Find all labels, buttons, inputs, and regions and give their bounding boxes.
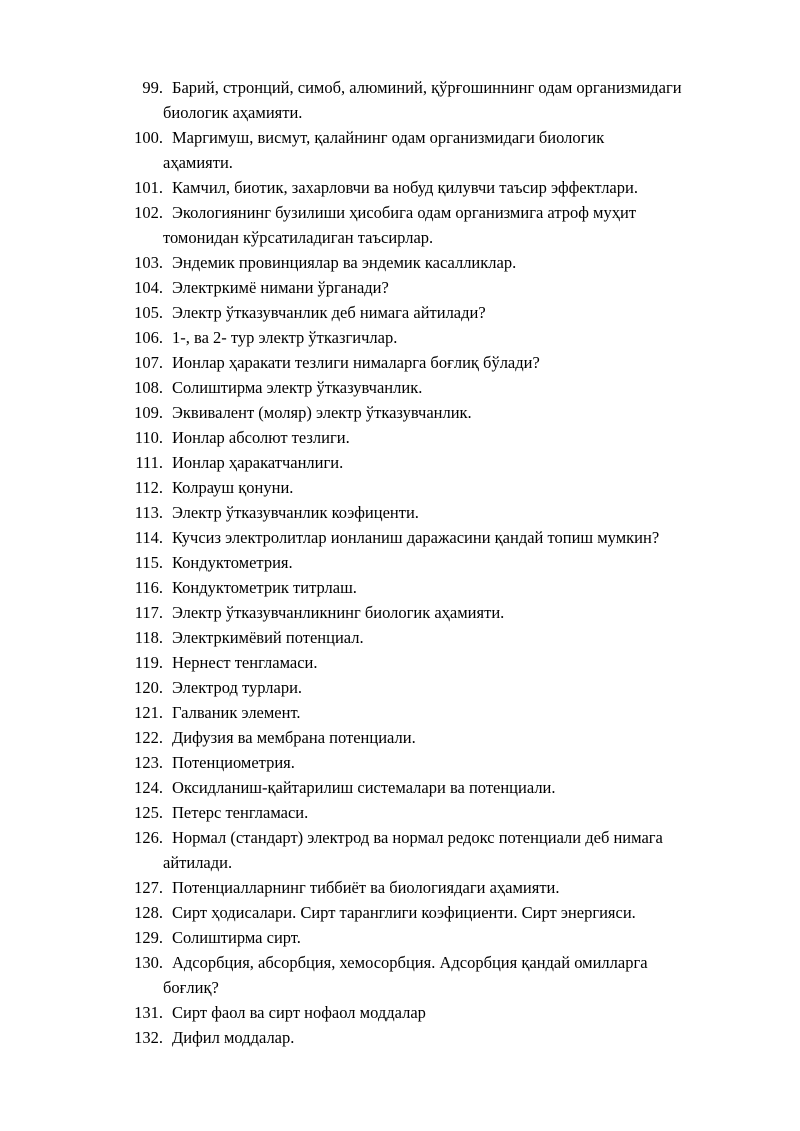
question-number: 117. [134,603,163,622]
question-text: Электр ўтказувчанликнинг биологик аҳамияти. [172,603,505,622]
question-item [0,450,800,475]
question-text: Дифузия ва мембрана потенциали. [172,728,416,747]
question-text: Солиштирма сирт. [172,928,301,947]
question-text: Галваник элемент. [172,703,301,722]
question-item [0,75,800,125]
question-item [0,175,800,200]
question-text: Электркимё нимани ўрганади? [172,278,389,297]
question-number: 130. [134,953,163,972]
question-item [0,625,800,650]
question-number: 127. [134,878,163,897]
question-item [0,950,800,1000]
question-item [0,575,800,600]
question-item [0,550,800,575]
question-text: Ионлар ҳаракати тезлиги нималарга боғлиқ бўлади? [172,353,540,372]
question-number: 120. [134,678,163,697]
question-text: Дифил моддалар. [172,1028,295,1047]
question-text-continuation: айтилади. [163,853,233,872]
question-number: 123. [134,753,163,772]
question-text: Сирт фаол ва сирт нофаол моддалар [172,1003,426,1022]
question-text: 1-, ва 2- тур электр ўтказгичлар. [172,328,398,347]
question-item [0,750,800,775]
question-text: Нормал (стандарт) электрод ва нормал редокс потенциали деб нимага [172,828,663,847]
question-number: 103. [134,253,163,272]
question-number: 116. [134,578,163,597]
question-item [0,875,800,900]
question-text: Электркимёвий потенциал. [172,628,364,647]
question-text: Потенциалларнинг тиббиёт ва биологиядаги аҳамияти. [172,878,560,897]
question-item [0,650,800,675]
question-number: 104. [134,278,163,297]
question-item [0,900,800,925]
question-number: 111. [135,453,163,472]
question-text: Нернест тенгламаси. [172,653,318,672]
question-item [0,200,800,250]
question-text: Ионлар ҳаракатчанлиги. [172,453,344,472]
question-item [0,800,800,825]
question-number: 107. [134,353,163,372]
question-text: Кондуктометрик титрлаш. [172,578,357,597]
question-item [0,675,800,700]
question-number: 119. [134,653,163,672]
question-text: Электр ўтказувчанлик коэфиценти. [172,503,419,522]
question-number: 106. [134,328,163,347]
question-number: 110. [134,428,163,447]
question-number: 100. [134,128,163,147]
question-text: Эквивалент (моляр) электр ўтказувчанлик. [172,403,472,422]
question-item [0,325,800,350]
question-text: Колрауш қонуни. [172,478,294,497]
question-text: Эндемик провинциялар ва эндемик касалликлар. [172,253,517,272]
question-item [0,400,800,425]
question-text: Электрод турлари. [172,678,303,697]
question-text: Оксидланиш-қайтарилиш системалари ва потенциали. [172,778,556,797]
question-number: 114. [134,528,163,547]
question-item [0,300,800,325]
question-number: 129. [134,928,163,947]
question-item [0,125,800,175]
question-text: Ионлар абсолют тезлиги. [172,428,350,447]
question-text-continuation: томонидан кўрсатиладиган таъсирлар. [163,228,434,247]
question-text: Экологиянинг бузилиши ҳисобига одам организмига атроф муҳит [172,203,637,222]
question-text-continuation: биологик аҳамияти. [163,103,303,122]
question-item [0,350,800,375]
question-number: 124. [134,778,163,797]
question-item [0,1000,800,1025]
question-item [0,1025,800,1050]
question-item [0,925,800,950]
question-text: Маргимуш, висмут, қалайнинг одам организмидаги биологик [172,128,605,147]
question-number: 105. [134,303,163,322]
question-number: 109. [134,403,163,422]
question-item [0,600,800,625]
question-number: 108. [134,378,163,397]
question-item [0,425,800,450]
question-text: Кондуктометрия. [172,553,293,572]
question-number: 102. [134,203,163,222]
question-text-continuation: боғлиқ? [163,978,219,997]
question-text: Солиштирма электр ўтказувчанлик. [172,378,423,397]
question-number: 118. [134,628,163,647]
question-number: 131. [134,1003,163,1022]
question-text: Барий, стронций, симоб, алюминий, қўрғошиннинг одам организмидаги [172,78,682,97]
question-number: 112. [134,478,163,497]
question-number: 125. [134,803,163,822]
question-text: Электр ўтказувчанлик деб нимага айтилади? [172,303,486,322]
question-text: Адсорбция, абсорбция, хемосорбция. Адсорбция қандай омилларга [172,953,648,972]
question-number: 99. [142,78,163,97]
question-number: 121. [134,703,163,722]
question-number: 122. [134,728,163,747]
question-number: 128. [134,903,163,922]
question-item [0,275,800,300]
question-item [0,500,800,525]
question-item [0,475,800,500]
question-item [0,375,800,400]
question-number: 126. [134,828,163,847]
question-text: Сирт ҳодисалари. Сирт таранглиги коэфициенти. Сирт энергияси. [172,903,636,922]
question-item [0,775,800,800]
question-text: Кучсиз электролитлар ионланиш даражасини қандай топиш мумкин? [172,528,660,547]
question-item [0,725,800,750]
question-text: Потенциометрия. [172,753,295,772]
question-item [0,700,800,725]
question-number: 113. [134,503,163,522]
question-number: 115. [134,553,163,572]
question-item [0,825,800,875]
question-item [0,250,800,275]
question-number: 132. [134,1028,163,1047]
question-text: Камчил, биотик, захарловчи ва нобуд қилувчи таъсир эффектлари. [172,178,638,197]
question-list [0,75,800,1050]
question-text-continuation: аҳамияти. [163,153,233,172]
question-text: Петерс тенгламаси. [172,803,309,822]
question-number: 101. [134,178,163,197]
question-item [0,525,800,550]
